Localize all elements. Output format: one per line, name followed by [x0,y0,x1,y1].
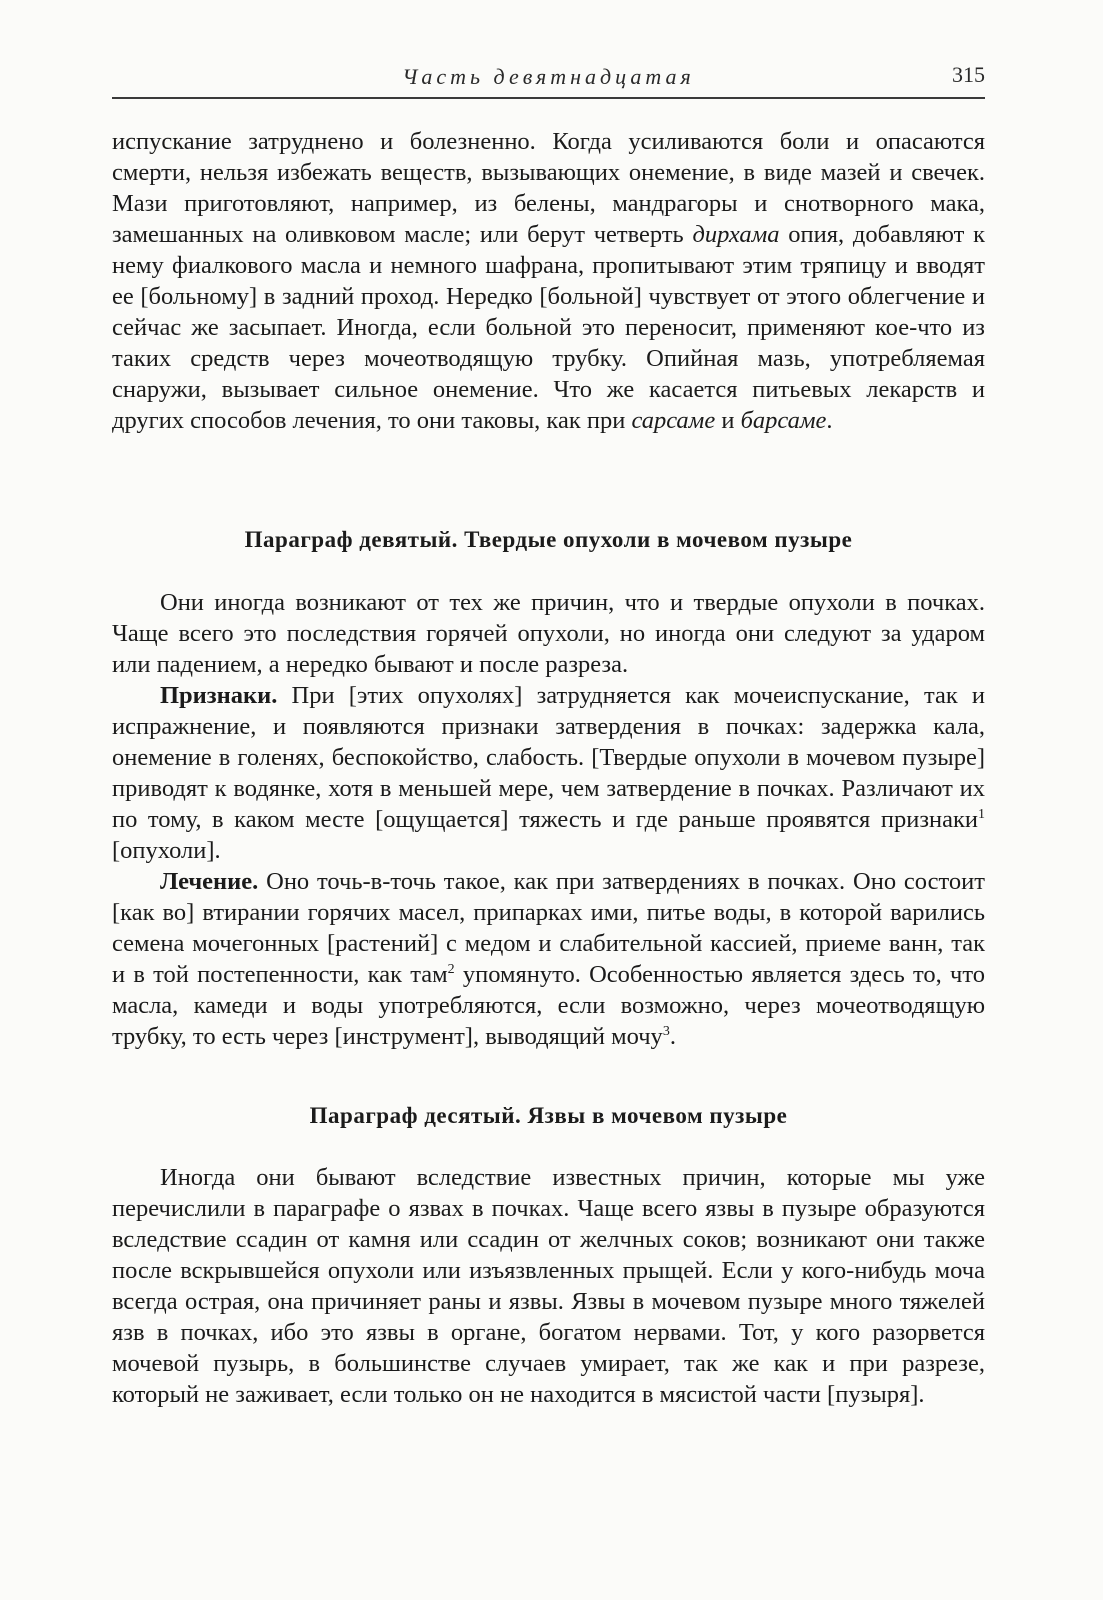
page-header [112,62,985,102]
section-10-body [112,1162,985,1410]
section-9-treatment [112,866,985,1052]
running-title: Часть девятнадцатая [402,64,695,89]
section-heading-9: Параграф девятый. Твердые опухоли в мочевом пузыре [244,527,853,552]
text-segment: . [826,407,833,434]
signs-label: Признаки. [160,682,278,709]
section-10-text: Иногда они бывают вследствие известных причин, которые мы уже перечислили в параграфе о язвах в почках. Чаще всего язвы в пузыре образуются вследствие ссадин от камня или ссадин от желчных соков; возникают они также после вскрывшейся опухоли или изъязвленных прыщей. Если у кого-нибудь моча всегда острая, она причиняет раны и язвы. Язвы в мочевом пузыре много тяжелей язв в почках, ибо это язвы в органе, богатом нервами. Тот, у кого разорвется мочевой пузырь, в большинстве случаев умирает, так же как и при разрезе, который не заживает, если только он не находится в мясистой части [пузыря]. [112,1164,985,1408]
continued-text [112,126,985,436]
section-9-signs [112,680,985,866]
treatment-text-end: . [669,1023,676,1050]
footnote-ref-2: 2 [447,961,455,977]
term-barsam: барсаме [740,407,827,434]
term-dirham: дирхама [692,221,780,248]
treatment-text-cont: упомянуто. Особенностью является здесь то, что масла, камеди и воды употребляются, если возможно, через мочеотводящую трубку, то есть через [инструмент], выводящий мочу [112,961,985,1050]
signs-text-end: [опухоли]. [112,837,221,864]
text-segment: и [715,407,741,434]
signs-text: При [этих опухолях] затрудняется как мочеиспускание, так и испражнение, и появляются признаки затвердения в почках: задержка кала, онемение в голенях, беспокойство, слабость. [Твердые опухоли в мочевом пузыре] приводят к водянке, хотя в меньшей мере, чем затвердение в почках. Различают их по тому, в каком месте [ощущается] тяжесть и где раньше проявятся признаки [112,682,985,833]
header-rule [112,97,985,99]
section-9-intro: Они иногда возникают от тех же причин, что и твердые опухоли в почках. Чаще всего это последствия горячей опухоли, но иногда они следуют за ударом или падением, а нередко бывают и после разреза. [112,589,985,678]
page-number: 315 [952,62,985,87]
footnote-ref-3: 3 [662,1023,670,1039]
section-heading-10: Параграф десятый. Язвы в мочевом пузыре [309,1103,788,1128]
text-segment: испускание затруднено и болезненно. Когда усиливаются боли и опасаются смерти, нельзя избежать веществ, вызывающих онемение, в виде мазей и свечек. Мази приготовляют, например, из белены, мандрагоры и снотворного мака, замешанных на оливковом масле; или берут четверть [112,128,985,248]
section-9-body [112,587,985,1052]
text-segment: опия, добавляют к нему фиалкового масла и немного шафрана, пропитывают этим тряпицу и вводят ее [больному] в задний проход. Нередко [больной] чувствует от этого облегчение и сейчас же засыпает. Иногда, если больной это переносит, применяют кое-что из таких средств через мочеотводящую трубку. Опийная мазь, употребляемая снаружи, вызывает сильное онемение. Что же касается питьевых лекарств и других способов лечения, то они таковы, как при [112,221,985,434]
treatment-label: Лечение. [160,868,259,895]
term-sarsam: сарсаме [631,407,716,434]
footnote-ref-1: 1 [978,806,985,822]
continued-paragraph [112,126,985,436]
treatment-text: Оно точь-в-точь такое, как при затвердениях в почках. Оно состоит [как во] втирании горячих масел, припарках ими, питье воды, в которой варились семена мочегонных [растений] с медом и слабительной кассией, приеме ванн, так и в той постепенности, как там [112,868,985,988]
